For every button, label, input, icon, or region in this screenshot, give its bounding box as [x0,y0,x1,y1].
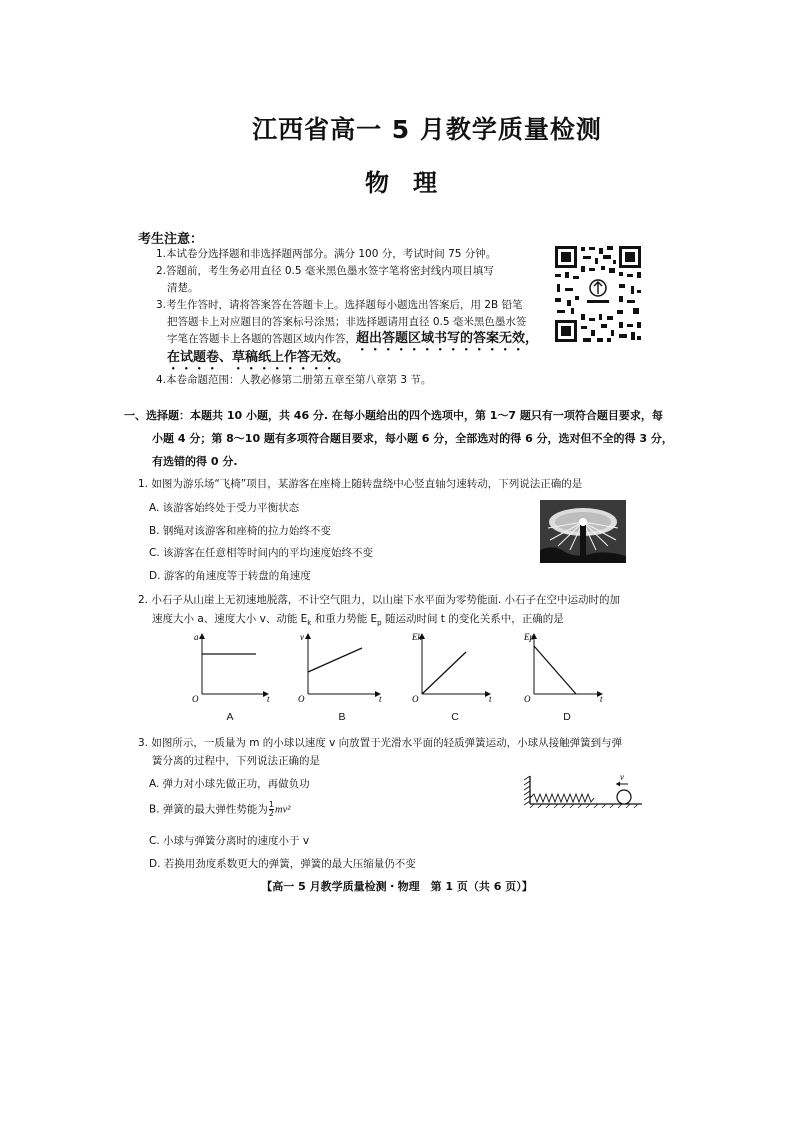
graph-a-xlabel: t [267,694,270,704]
fraction-denominator: 2 [268,809,274,818]
graph-d-xlabel: t [600,694,603,704]
graph-d-origin: O [524,694,531,704]
graph-a-option: A [226,711,234,723]
q2-text-c: 随运动时间 t 的变化关系中，正确的是 [381,613,564,625]
page-title: 江西省高一 5 月教学质量检测 [252,115,602,144]
graph-b [298,632,382,704]
graph-d-ylabel: Ep [524,632,534,642]
q2-stem-line2 [152,610,564,632]
graph-b-origin: O [298,694,305,704]
graph-c-ylabel: Ek [412,632,422,642]
q3-option-d: D. 若换用劲度系数更大的弹簧，弹簧的最大压缩量仍不变 [149,858,416,870]
q3-option-b [149,801,290,818]
graph-b-option: B [338,711,346,723]
spring-ball-figure [524,772,644,808]
graph-b-ylabel: v [300,632,304,642]
q3-stem-line1: 3. 如图所示，一质量为 m 的小球以速度 v 向放置于光滑水平面的轻质弹簧运动，小球从接触弹簧到与弹 [138,737,623,749]
notice-title: 考生注意： [138,232,204,247]
fraction-half [269,801,274,818]
q2-sub-k: k [307,619,312,628]
graph-c-origin: O [412,694,419,704]
graph-d-option: D [563,711,571,723]
q3-option-b-text: B. 弹簧的最大弹性势能为 [149,803,268,816]
graph-c-option: C [451,711,459,723]
q2-stem-line1: 2. 小石子从山崖上无初速地脱落，不计空气阻力，以山崖下水平面为零势能面. 小石子在空中运动时的加 [138,594,621,606]
fraction-numerator: 1 [268,800,274,809]
notice-item-1: 1.本试卷分选择题和非选择题两部分。满分 100 分，考试时间 75 分钟。 [156,248,497,260]
qr-code [553,244,643,344]
graph-a-origin: O [192,694,199,704]
notice-item-4: 4.本卷命题范围：人教必修第二册第五章至第八章第 3 节。 [156,374,432,386]
q2-graphs [190,630,610,730]
page-footer: 【高一 5 月教学质量检测・物理 第 1 页（共 6 页）】 [261,880,533,893]
subject-title: 物 理 [365,169,437,197]
graph-b-xlabel: t [379,694,382,704]
q1-option-d: D. 游客的角速度等于转盘的角速度 [149,570,311,582]
notice-item-2-cont: 清楚。 [167,282,199,294]
section-header-line1: 一、选择题：本题共 10 小题，共 46 分. 在每小题给出的四个选项中，第 1～7 题只有一项符合题目要求，每 [124,409,663,422]
graph-d [523,632,603,704]
q3-option-a: A. 弹力对小球先做正功，再做负功 [149,778,310,790]
q1-option-b: B. 钢绳对该游客和座椅的拉力始终不变 [149,525,331,537]
notice-item-3-text: 字笔在答题卡上各题的答题区域内作答， [167,333,356,345]
flying-chair-photo [540,500,626,563]
notice-item-3-emphasis: 超出答题区域书写的答案无效， [356,331,539,346]
notice-item-2: 2.答题前，考生务必用直径 0.5 毫米黑色墨水签字笔将密封线内项目填写 [156,265,494,277]
notice-item-3-emphasis-2: 在试题卷、草稿纸上作答无效。 [167,350,350,365]
graph-a [192,632,270,704]
notice-item-3: 3.考生作答时，请将答案答在答题卡上。选择题每小题选出答案后，用 2B 铅笔 [156,299,523,311]
graph-a-ylabel: a [194,632,199,642]
velocity-label: v [620,772,624,782]
notice-item-3-cont1: 把答题卡上对应题目的答案标号涂黑；非选择题请用直径 0.5 毫米黑色墨水签 [167,316,527,328]
q2-text-b: 和重力势能 E [311,613,378,625]
q3-option-b-formula: mv² [274,804,291,816]
graph-c [411,632,492,704]
q2-sub-p: p [377,619,382,628]
q1-option-a: A. 该游客始终处于受力平衡状态 [149,502,300,514]
q2-text-a: 速度大小 a、速度大小 v、动能 E [152,613,308,625]
q3-option-c: C. 小球与弹簧分离时的速度小于 v [149,835,310,847]
section-header-line3: 有选错的得 0 分. [152,455,238,468]
q1-option-c: C. 该游客在任意相等时间内的平均速度始终不变 [149,547,374,559]
q3-stem-line2: 簧分离的过程中，下列说法正确的是 [152,755,320,767]
section-header-line2: 小题 4 分；第 8～10 题有多项符合题目要求，每小题 6 分，全部选对的得 6 分，选对但不全的得 3 分， [152,432,673,445]
q1-stem: 1. 如图为游乐场“飞椅”项目，某游客在座椅上随转盘绕中心竖直轴匀速转动，下列说法正确的是 [138,478,583,490]
graph-c-xlabel: t [489,694,492,704]
